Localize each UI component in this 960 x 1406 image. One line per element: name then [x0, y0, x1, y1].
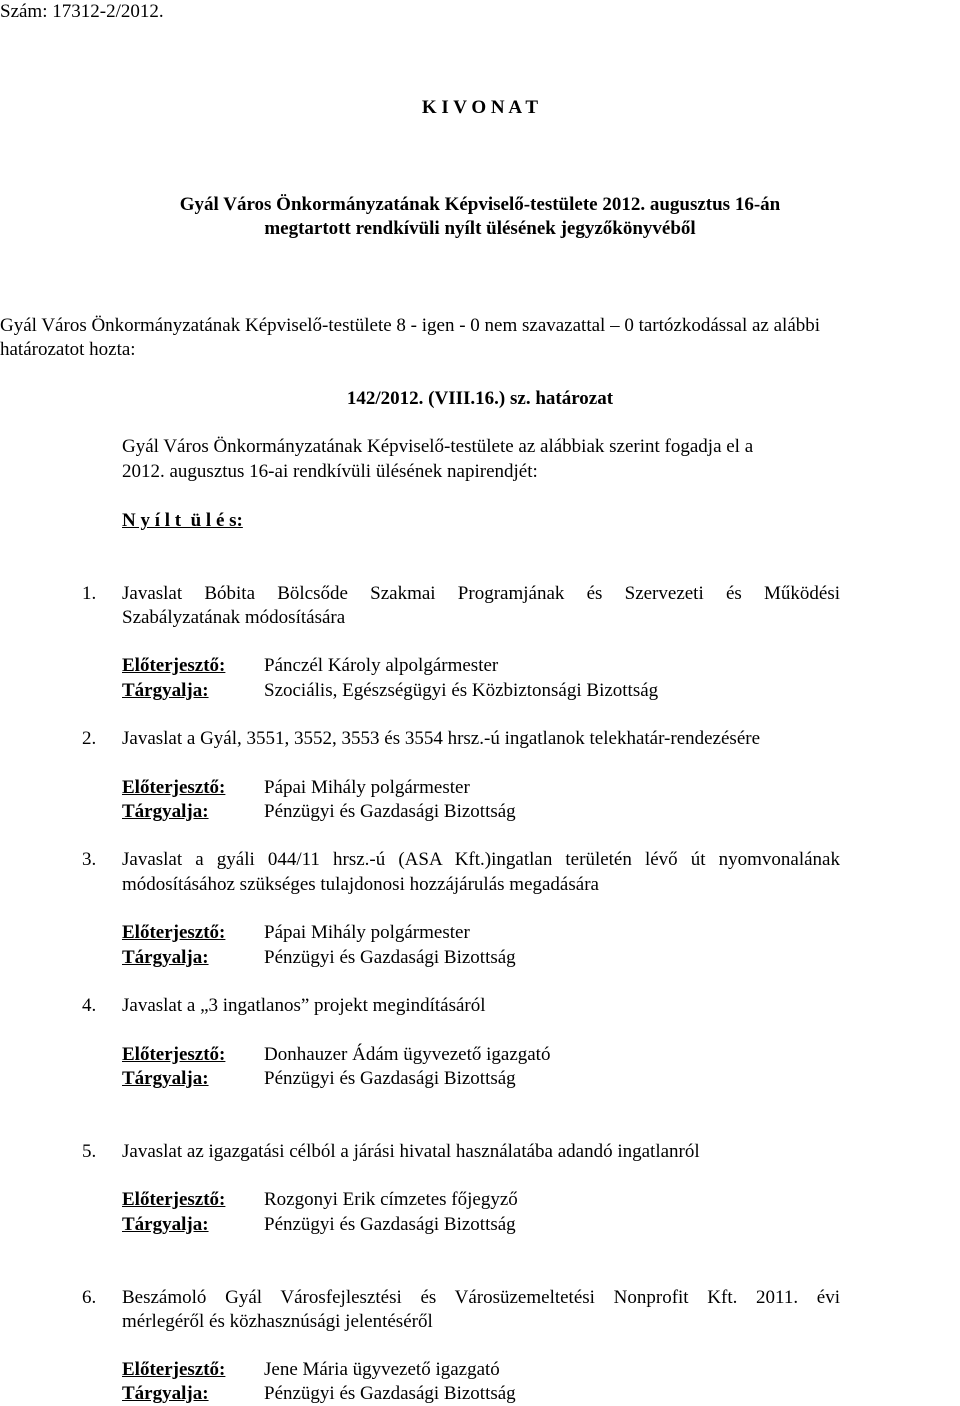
document-type-heading: K I V O N A T	[421, 97, 539, 118]
agenda-item-3-number: 3.	[82, 849, 97, 870]
agenda-item-3-presenter-label: Előterjesztő:	[122, 922, 226, 943]
agenda-item-5-committee-label: Tárgyalja:	[122, 1214, 209, 1235]
agenda-item-6-committee: Pénzügyi és Gazdasági Bizottság	[264, 1383, 516, 1404]
agenda-item-6-presenter-label: Előterjesztő:	[122, 1359, 226, 1380]
reference-number: Szám: 17312-2/2012.	[0, 1, 164, 22]
agenda-item-3-title-line-2: módosításához szükséges tulajdonosi hozzájárulás megadására	[122, 874, 599, 895]
agenda-item-6-committee-label: Tárgyalja:	[122, 1383, 209, 1404]
agenda-item-5-presenter: Rozgonyi Erik címzetes főjegyző	[264, 1189, 518, 1210]
agenda-item-3-committee: Pénzügyi és Gazdasági Bizottság	[264, 947, 516, 968]
agenda-item-1-presenter-label: Előterjesztő:	[122, 655, 226, 676]
agenda-item-6-number: 6.	[82, 1287, 97, 1308]
agenda-item-2-committee-label: Tárgyalja:	[122, 801, 209, 822]
agenda-item-2-number: 2.	[82, 728, 97, 749]
agenda-item-5-presenter-label: Előterjesztő:	[122, 1189, 226, 1210]
agenda-item-5-committee: Pénzügyi és Gazdasági Bizottság	[264, 1214, 516, 1235]
agenda-item-1-committee-label: Tárgyalja:	[122, 680, 209, 701]
resolution-number: 142/2012. (VIII.16.) sz. határozat	[346, 388, 614, 409]
vote-statement-line-1: Gyál Város Önkormányzatának Képviselő-testülete 8 - igen - 0 nem szavazattal – 0 tartózkodással az alábbi	[0, 315, 821, 336]
agenda-item-2-title-line-1: Javaslat a Gyál, 3551, 3552, 3553 és 3554 hrsz.-ú ingatlanok telekhatár-rendezésére	[122, 728, 761, 749]
agenda-item-3-presenter: Pápai Mihály polgármester	[264, 922, 470, 943]
agenda-item-4-presenter: Donhauzer Ádám ügyvezető igazgató	[264, 1044, 551, 1065]
agenda-item-5-number: 5.	[82, 1141, 97, 1162]
agenda-item-4-number: 4.	[82, 995, 97, 1016]
resolution-text-line-1: Gyál Város Önkormányzatának Képviselő-testülete az alábbiak szerint fogadja el a	[122, 436, 754, 457]
agenda-item-5-title-line-1: Javaslat az igazgatási célból a járási hivatal használatába adandó ingatlanról	[122, 1141, 700, 1162]
agenda-item-1-title-line-1: Javaslat Bóbita Bölcsőde Szakmai Programjának és Szervezeti és Működési	[122, 583, 840, 604]
agenda-item-4-committee-label: Tárgyalja:	[122, 1068, 209, 1089]
agenda-item-3-committee-label: Tárgyalja:	[122, 947, 209, 968]
agenda-item-1-number: 1.	[82, 583, 97, 604]
agenda-item-6-presenter: Jene Mária ügyvezető igazgató	[264, 1359, 500, 1380]
agenda-item-4-committee: Pénzügyi és Gazdasági Bizottság	[264, 1068, 516, 1089]
title-line-1: Gyál Város Önkormányzatának Képviselő-testülete 2012. augusztus 16-án	[179, 194, 781, 215]
open-session-label: N y í l t ü l é s:	[122, 510, 243, 531]
agenda-item-1-committee: Szociális, Egészségügyi és Közbiztonsági Bizottság	[264, 680, 659, 701]
agenda-item-2-presenter: Pápai Mihály polgármester	[264, 777, 470, 798]
agenda-item-4-title-line-1: Javaslat a „3 ingatlanos” projekt megindításáról	[122, 995, 486, 1016]
agenda-item-6-title-line-2: mérlegéről és közhasznúsági jelentéséről	[122, 1311, 433, 1332]
agenda-item-1-presenter: Pánczél Károly alpolgármester	[264, 655, 499, 676]
agenda-item-1-title-line-2: Szabályzatának módosítására	[122, 607, 346, 628]
vote-statement-line-2: határozatot hozta:	[0, 339, 136, 360]
title-line-2: megtartott rendkívüli nyílt ülésének jegyzőkönyvéből	[264, 218, 696, 239]
agenda-item-4-presenter-label: Előterjesztő:	[122, 1044, 226, 1065]
agenda-item-3-title-line-1: Javaslat a gyáli 044/11 hrsz.-ú (ASA Kft.)ingatlan területén lévő út nyomvonalának	[122, 849, 840, 870]
agenda-item-2-presenter-label: Előterjesztő:	[122, 777, 226, 798]
agenda-item-2-committee: Pénzügyi és Gazdasági Bizottság	[264, 801, 516, 822]
resolution-text-line-2: 2012. augusztus 16-ai rendkívüli ülésének napirendjét:	[122, 461, 538, 482]
agenda-item-6-title-line-1: Beszámoló Gyál Városfejlesztési és Városüzemeltetési Nonprofit Kft. 2011. évi	[122, 1287, 840, 1308]
